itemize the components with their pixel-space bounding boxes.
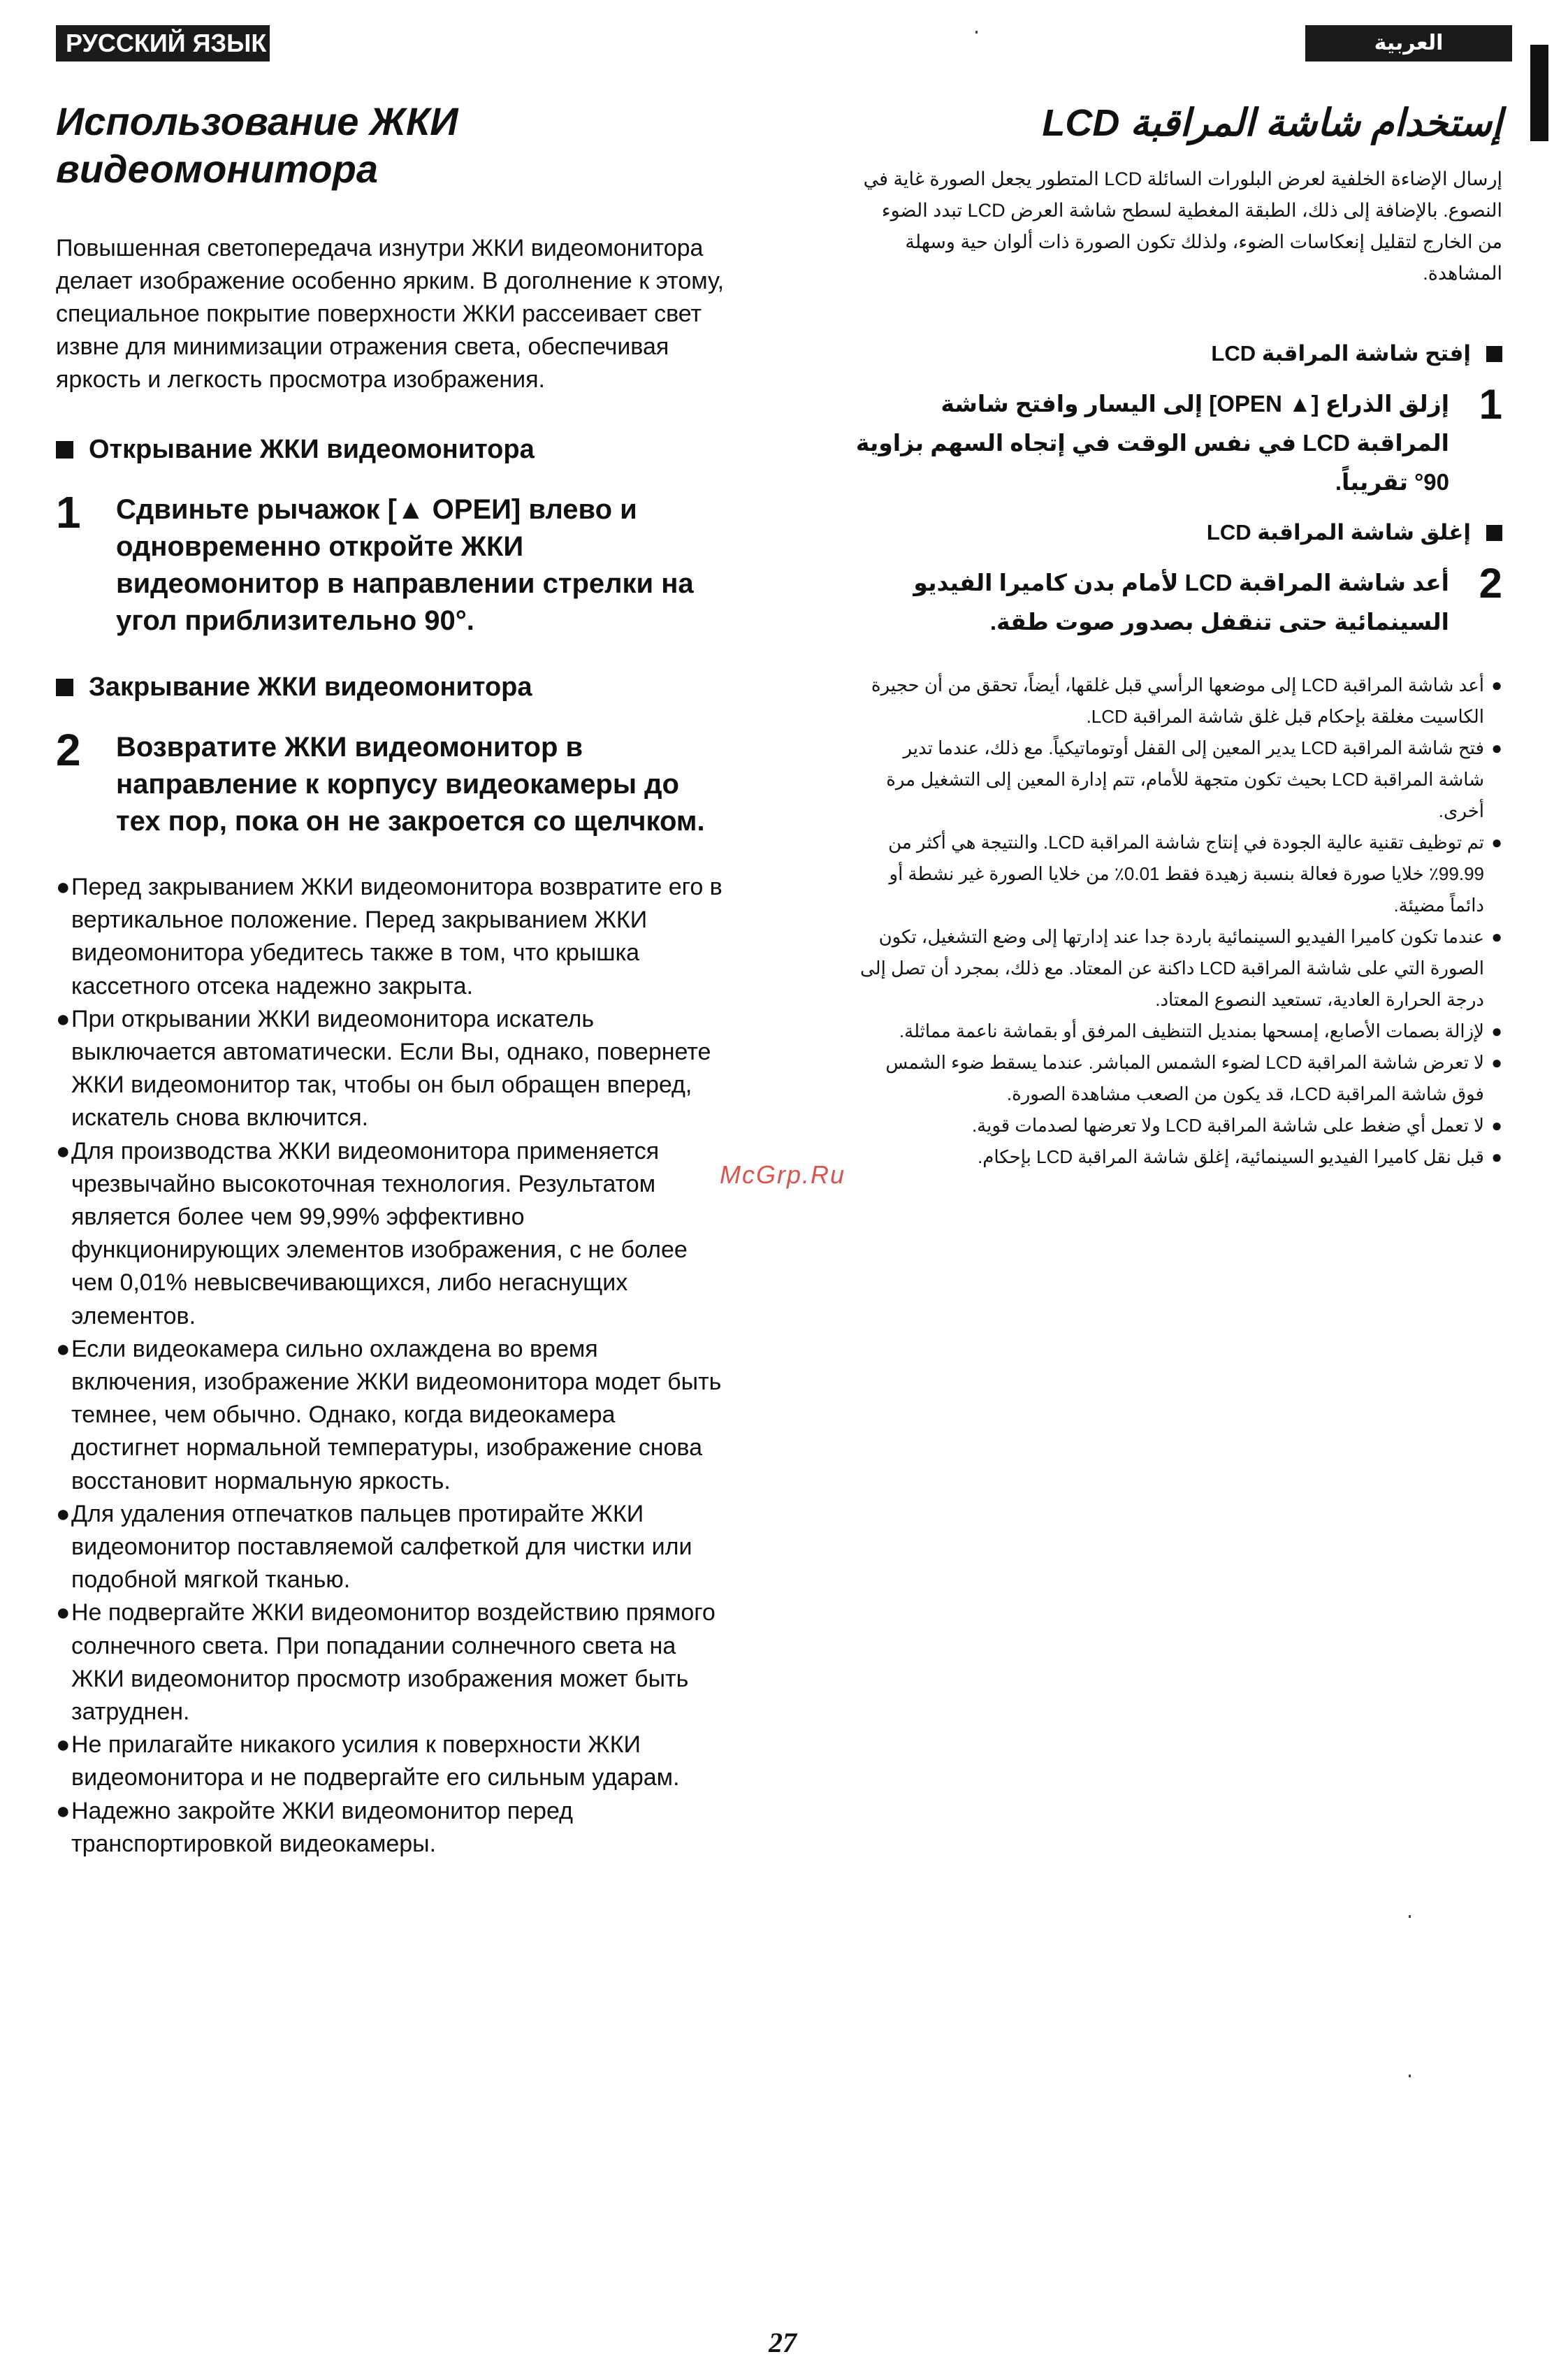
step-number: 1: [56, 487, 81, 538]
russian-step-2: [56, 725, 727, 840]
russian-notes-list: [56, 871, 727, 1861]
russian-close-heading-text: Закрывание ЖКИ видеомонитора: [89, 672, 532, 702]
bullet-icon: ●: [56, 1599, 71, 1626]
step-number: 1: [1479, 381, 1502, 428]
watermark: McGrp.Ru: [720, 1160, 846, 1189]
arabic-intro: إرسال الإضاءة الخلفية لعرض البلورات السائلة LCD المتطور يجعل الصورة غاية في النصوع. بالإضافة إلى ذلك، الطبقة المغطية لسطح شاشة العرض LCD تبدد الضوء من الخارج لتقليل إنعكاسات الضوء، ولذلك تكون الصورة ذات ألوان حية وسهلة المشاهدة.: [863, 168, 1502, 284]
list-item: ● Не подвергайте ЖКИ видеомонитор воздействию прямого солнечного света. При попадании солнечного света на ЖКИ видеомонитор просмотр изображения может быть затруднен.: [56, 1596, 727, 1729]
list-item: ● Для удаления отпечатков пальцев протирайте ЖКИ видеомонитор поставляемой салфеткой для чистки или подобной мягкой тканью.: [56, 1498, 727, 1597]
arabic-column: [852, 98, 1502, 1173]
russian-intro: Повышенная светопередача изнутри ЖКИ видеомонитора делает изображение особенно ярким. В доголнение к этому, специальное покрытие поверхности ЖКИ рассеивает свет извне для минимизации отражения света, обеспечивая яркость и легкость просмотра изображения.: [56, 235, 725, 393]
list-item: ● أعد شاشة المراقبة LCD إلى موضعها الرأسي قبل غلقها، أيضاً، تحقق من أن حجيرة الكاسيت مغلقة بإحكام قبل غلق شاشة المراقبة LCD.: [852, 670, 1502, 733]
list-item: ● Перед закрыванием ЖКИ видеомонитора возвратите его в вертикальное положение. Перед закрыванием ЖКИ видеомонитора убедитесь также в том, что крышка кассетного отсека надежно закрыта.: [56, 871, 727, 1003]
arabic-notes-list: [852, 670, 1502, 1173]
list-item: ● عندما تكون كاميرا الفيديو السينمائية باردة جدا عند إدارتها إلى وضع التشغيل، تكون الصورة التي على شاشة المراقبة LCD داكنة عن المعتاد. مع ذلك، بمجرد أن تصل إلى درجة الحرارة العادية، تستعيد النصوع المعتاد.: [852, 921, 1502, 1016]
list-item: ● لإزالة بصمات الأصابع، إمسحها بمنديل التنظيف المرفق أو بقماشة ناعمة مماثلة.: [852, 1016, 1502, 1047]
language-tab-russian: РУССКИЙ ЯЗЫК: [56, 25, 270, 62]
arabic-close-heading-text: إغلق شاشة المراقبة LCD: [1206, 520, 1471, 544]
list-item: ● Для производства ЖКИ видеомонитора применяется чрезвычайно высокоточная технология. Результатом является более чем 99,99% эффективно функционирующих элементов изображения, с не более чем 0,01% невысвечивающихся, либо негаснущих элементов.: [56, 1135, 727, 1333]
bullet-icon: ●: [56, 1797, 71, 1824]
bullet-icon: ●: [56, 1500, 71, 1527]
list-item: ● При открывании ЖКИ видеомонитора искатель выключается автоматически. Если Вы, однако, повернете ЖКИ видеомонитор так, чтобы он был обращен вперед, искатель снова включится.: [56, 1003, 727, 1135]
list-item: ● تم توظيف تقنية عالية الجودة في إنتاج شاشة المراقبة LCD. والنتيجة هي أكثر من 99.99٪ خلايا صورة فعالة بنسبة زهيدة فقط 0.01٪ من خلايا الصورة غير نشطة أو دائماً مضيئة.: [852, 827, 1502, 921]
step-text: Возвратите ЖКИ видеомонитор в направление к корпусу видеокамеры до тех пор, пока он не закроется со щелчком.: [116, 732, 705, 837]
arabic-step-1: [852, 381, 1502, 502]
square-bullet-icon: [56, 441, 73, 459]
russian-close-heading: [56, 670, 727, 704]
square-bullet-icon: [56, 679, 73, 696]
step-text: Сдвиньте рычажок [▲ ОРЕИ] влево и одновременно откройте ЖКИ видеомонитор в направлении стрелки на угол приблизительно 90°.: [116, 494, 694, 636]
language-tab-arabic: العربية: [1305, 25, 1512, 62]
list-item: ● لا تعمل أي ضغط على شاشة المراقبة LCD ولا تعرضها لصدمات قوية.: [852, 1110, 1502, 1141]
russian-open-heading: [56, 433, 727, 466]
bullet-icon: ●: [1491, 1020, 1502, 1041]
scan-speck: [1409, 2075, 1411, 2077]
russian-open-heading-text: Открывание ЖКИ видеомонитора: [89, 435, 535, 464]
step-number: 2: [56, 725, 81, 775]
russian-title: [56, 98, 727, 193]
arabic-step-2: [852, 560, 1502, 642]
list-item: ● لا تعرض شاشة المراقبة LCD لضوء الشمس المباشر. عندما يسقط ضوء الشمس فوق شاشة المراقبة LCD، قد يكون من الصعب مشاهدة الصورة.: [852, 1047, 1502, 1110]
scan-speck: [975, 31, 978, 34]
bullet-icon: ●: [56, 1335, 71, 1362]
list-item: ● Не прилагайте никакого усилия к поверхности ЖКИ видеомонитора и не подвергайте его сильным ударам.: [56, 1729, 727, 1794]
russian-step-1: [56, 487, 727, 640]
list-item: ● Надежно закройте ЖКИ видеомонитор перед транспортировкой видеокамеры.: [56, 1795, 727, 1861]
arabic-title: إستخدام شاشة المراقبة LCD: [1042, 102, 1502, 144]
step-text: إزلق الذراع [▲ OPEN] إلى اليسار وافتح شاشة المراقبة LCD في نفس الوقت في إتجاه السهم بزاوية 90° تقريباً.: [855, 391, 1449, 495]
arabic-close-heading: [852, 517, 1502, 548]
bullet-icon: ●: [1491, 926, 1502, 947]
scan-speck: [1409, 1915, 1411, 1918]
bullet-icon: ●: [1491, 832, 1502, 853]
list-item: ● قبل نقل كاميرا الفيديو السينمائية، إغلق شاشة المراقبة LCD بإحكام.: [852, 1141, 1502, 1173]
bullet-icon: ●: [1491, 737, 1502, 758]
square-bullet-icon: [1486, 346, 1502, 362]
arabic-open-heading-text: إفتح شاشة المراقبة LCD: [1211, 341, 1471, 366]
bullet-icon: ●: [56, 1137, 71, 1164]
bullet-icon: ●: [56, 1731, 71, 1759]
list-item: ● Если видеокамера сильно охлаждена во время включения, изображение ЖКИ видеомонитора модет быть темнее, чем обычно. Однако, когда видеокамера достигнет нормальной температуры, изображение снова восстановит нормальную яркость.: [56, 1333, 727, 1498]
step-text: أعد شاشة المراقبة LCD لأمام بدن كاميرا الفيديو السينمائية حتى تنقفل بصدور صوت طقة.: [913, 570, 1449, 635]
bullet-icon: ●: [1491, 1115, 1502, 1136]
arabic-open-heading: [852, 338, 1502, 369]
bullet-icon: ●: [56, 874, 71, 900]
section-edge-marker: [1530, 45, 1548, 141]
square-bullet-icon: [1486, 525, 1502, 541]
bullet-icon: ●: [1491, 1052, 1502, 1073]
russian-column: [56, 98, 727, 1861]
bullet-icon: ●: [1491, 1146, 1502, 1167]
list-item: ● فتح شاشة المراقبة LCD يدير المعين إلى القفل أوتوماتيكياً. مع ذلك، عندما تدير شاشة المراقبة LCD بحيث تكون متجهة للأمام، تتم إدارة المعين إلى التشغيل مرة أخرى.: [852, 733, 1502, 827]
russian-title-line1: Использование ЖКИ: [56, 99, 458, 143]
bullet-icon: ●: [56, 1005, 71, 1032]
step-number: 2: [1479, 560, 1502, 607]
page-number: 27: [769, 2327, 797, 2358]
russian-title-line2: видеомонитора: [56, 147, 378, 191]
bullet-icon: ●: [1491, 674, 1502, 695]
